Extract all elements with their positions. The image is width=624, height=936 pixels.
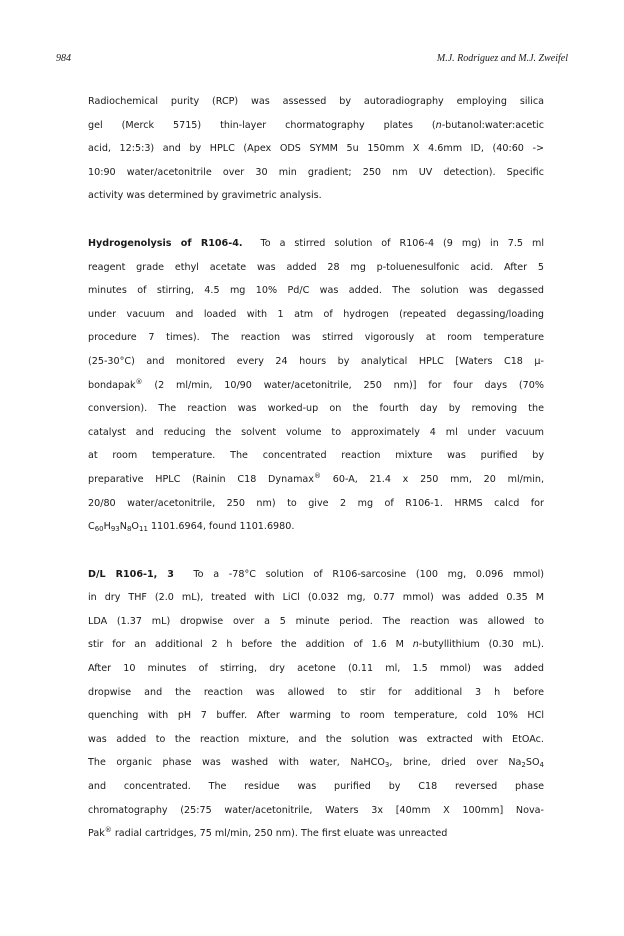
text-line: bondapak® (2 ml/min, 10/90 water/acetonitrile, 250 nm)] for four days (70% (88, 377, 544, 391)
text-line: $C_{60}H_{93}N_8O_{11}$ 1101.6964, found 1101.6980. (88, 521, 295, 534)
text-line: LDA (1.37 mL) dropwise over a 5 minute period. The reaction was allowed to (88, 615, 544, 627)
text-line: quenching with pH 7 buffer. After warming to room temperature, cold 10% HCl (88, 710, 544, 722)
article-body (88, 90, 544, 870)
paragraph (88, 90, 544, 208)
text-line: dropwise and the reaction was allowed to stir for additional 3 h before (88, 686, 544, 698)
text-line: was added to the reaction mixture, and the solution was extracted with EtOAc. (88, 733, 544, 745)
text-line: catalyst and reducing the solvent volume to approximately 4 ml under vacuum (88, 426, 544, 438)
text-line: and concentrated. The residue was purified by C18 reversed phase (88, 781, 544, 793)
text-line: Hydrogenolysis of R106-4. To a stirred solution of R106-4 (9 mg) in 7.5 ml (88, 237, 544, 249)
page-header (56, 53, 568, 69)
text-line: under vacuum and loaded with 1 atm of hydrogen (repeated degassing/loading (88, 308, 544, 320)
text-line: conversion). The reaction was worked-up on the fourth day by removing the (88, 403, 544, 415)
running-head: M.J. Rodriguez and M.J. Zweifel (436, 53, 568, 64)
text-line: D/L R106-1, 3 To a -78°C solution of R106-sarcosine (100 mg, 0.096 mmol) (88, 568, 544, 580)
paragraph (88, 563, 544, 846)
text-line: The organic phase was washed with water, NaHCO$_3$, brine, dried over $Na_2SO_4$ (88, 757, 544, 770)
text-line: in dry THF (2.0 mL), treated with LiCl (0.032 mg, 0.77 mmol) was added 0.35 M (88, 592, 544, 604)
text-line: acid, 12:5:3) and by HPLC (Apex ODS SYMM 5u 150mm X 4.6mm ID, (40:60 -> (88, 143, 544, 155)
text-line: 10:90 water/acetonitrile over 30 min gradient; 250 nm UV detection). Specific (88, 166, 544, 178)
text-line: preparative HPLC (Rainin C18 Dynamax® 60-A, 21.4 x 250 mm, 20 ml/min, (88, 471, 544, 485)
paragraph (88, 232, 544, 539)
text-line: minutes of stirring, 4.5 mg 10% Pd/C was added. The solution was degassed (88, 285, 544, 297)
text-line: Pak® radial cartridges, 75 ml/min, 250 nm). The first eluate was unreacted (88, 826, 448, 840)
text-line: (25-30°C) and monitored every 24 hours by analytical HPLC [Waters C18 μ- (88, 355, 544, 367)
text-line: at room temperature. The concentrated reaction mixture was purified by (88, 450, 544, 462)
text-line: chromatography (25:75 water/acetonitrile, Waters 3x [40mm X 100mm] Nova- (88, 804, 544, 816)
text-line: gel (Merck 5715) thin-layer chormatography plates (n-butanol:water:acetic (88, 119, 544, 131)
text-line: procedure 7 times). The reaction was stirred vigorously at room temperature (88, 332, 544, 344)
text-line: stir for an additional 2 h before the addition of 1.6 M n-butyllithium (0.30 mL). (88, 639, 545, 651)
text-line: Radiochemical purity (RCP) was assessed by autoradiography employing silica (88, 96, 544, 107)
text-line: activity was determined by gravimetric analysis. (88, 190, 322, 202)
text-line: reagent grade ethyl acetate was added 28 mg p-toluenesulfonic acid. After 5 (88, 261, 544, 273)
text-line: 20/80 water/acetonitrile, 250 nm) to give 2 mg of R106-1. HRMS calcd for (88, 497, 544, 509)
page-number: 984 (56, 53, 71, 64)
text-line: After 10 minutes of stirring, dry acetone (0.11 ml, 1.5 mmol) was added (88, 663, 544, 675)
